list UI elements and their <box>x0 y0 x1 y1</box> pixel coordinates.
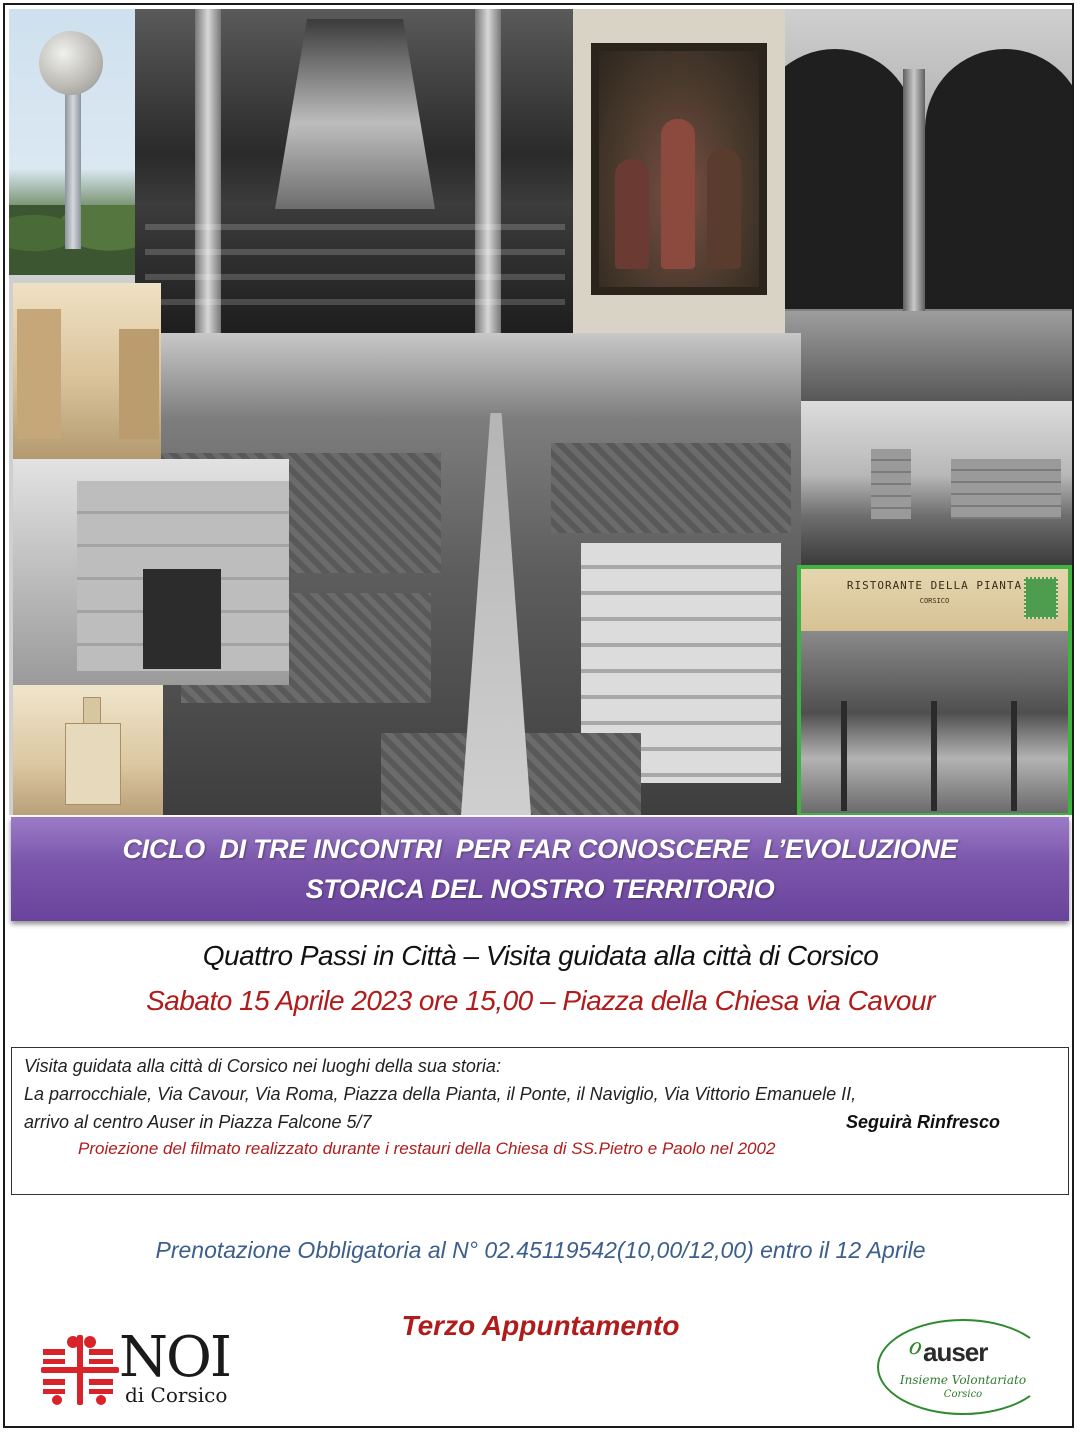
photo-arcade-courtyard <box>785 9 1072 401</box>
noi-di-corsico-logo <box>37 1325 257 1415</box>
noi-logo-city: di Corsico <box>125 1383 228 1407</box>
details-line-1: Visita guidata alla città di Corsico nei luoghi della sua storia: <box>24 1056 501 1076</box>
historic-photo-collage <box>9 9 1072 815</box>
photo-religious-painting <box>573 9 785 333</box>
event-subtitle: Quattro Passi in Città – Visita guidata alla città di Corsico <box>202 940 879 971</box>
auser-logo-name: auser <box>923 1337 988 1367</box>
series-title-banner <box>11 817 1069 921</box>
banner-line-2: STORICA DEL NOSTRO TERRITORIO <box>305 874 775 904</box>
event-datetime: Sabato 15 Aprile 2023 ore 15,00 – Piazza della Chiesa via Cavour <box>146 985 935 1016</box>
photo-church-interior <box>135 9 573 333</box>
auser-logo-location: Corsico <box>943 1389 983 1400</box>
banner-line-1: CICLO DI TRE INCONTRI PER FAR CONOSCERE L’EVOLUZIONE <box>122 834 958 864</box>
postcard-subtitle: CORSICO <box>919 597 950 605</box>
details-line-2: La parrocchiale, Via Cavour, Via Roma, Piazza della Pianta, il Ponte, il Naviglio, Via Vittorio Emanuele II, <box>24 1084 857 1104</box>
refreshment-note: Seguirà Rinfresco <box>845 1112 1000 1132</box>
photo-naviglio-canal <box>801 401 1072 565</box>
flyer-page <box>3 3 1074 1428</box>
auser-logo: ℴ auser Insieme Volontariato Corsico <box>877 1319 1049 1415</box>
projection-note: Proiezione del filmato realizzato durante i restauri della Chiesa di SS.Pietro e Paolo nel 2002 <box>78 1139 776 1158</box>
photo-sepia-church <box>13 685 163 815</box>
appointment-label: Terzo Appuntamento <box>401 1310 680 1341</box>
photo-sepia-street <box>13 283 161 459</box>
photo-water-tower <box>9 9 135 275</box>
booking-info: Prenotazione Obbligatoria al N° 02.45119542(10,00/12,00) entro il 12 Aprile <box>155 1237 926 1263</box>
noi-logo-word: NOI <box>119 1325 231 1390</box>
noi-logo-mark-icon <box>37 1333 121 1407</box>
postcard-title: RISTORANTE DELLA PIANTA <box>846 579 1023 592</box>
auser-logo-tagline: Insieme Volontariato <box>899 1373 1027 1387</box>
event-details-box <box>11 1047 1069 1195</box>
details-line-3: arrivo al centro Auser in Piazza Falcone 5/7 <box>24 1112 372 1132</box>
photo-town-hall <box>13 459 289 685</box>
photo-postcard-ristorante <box>797 565 1072 815</box>
